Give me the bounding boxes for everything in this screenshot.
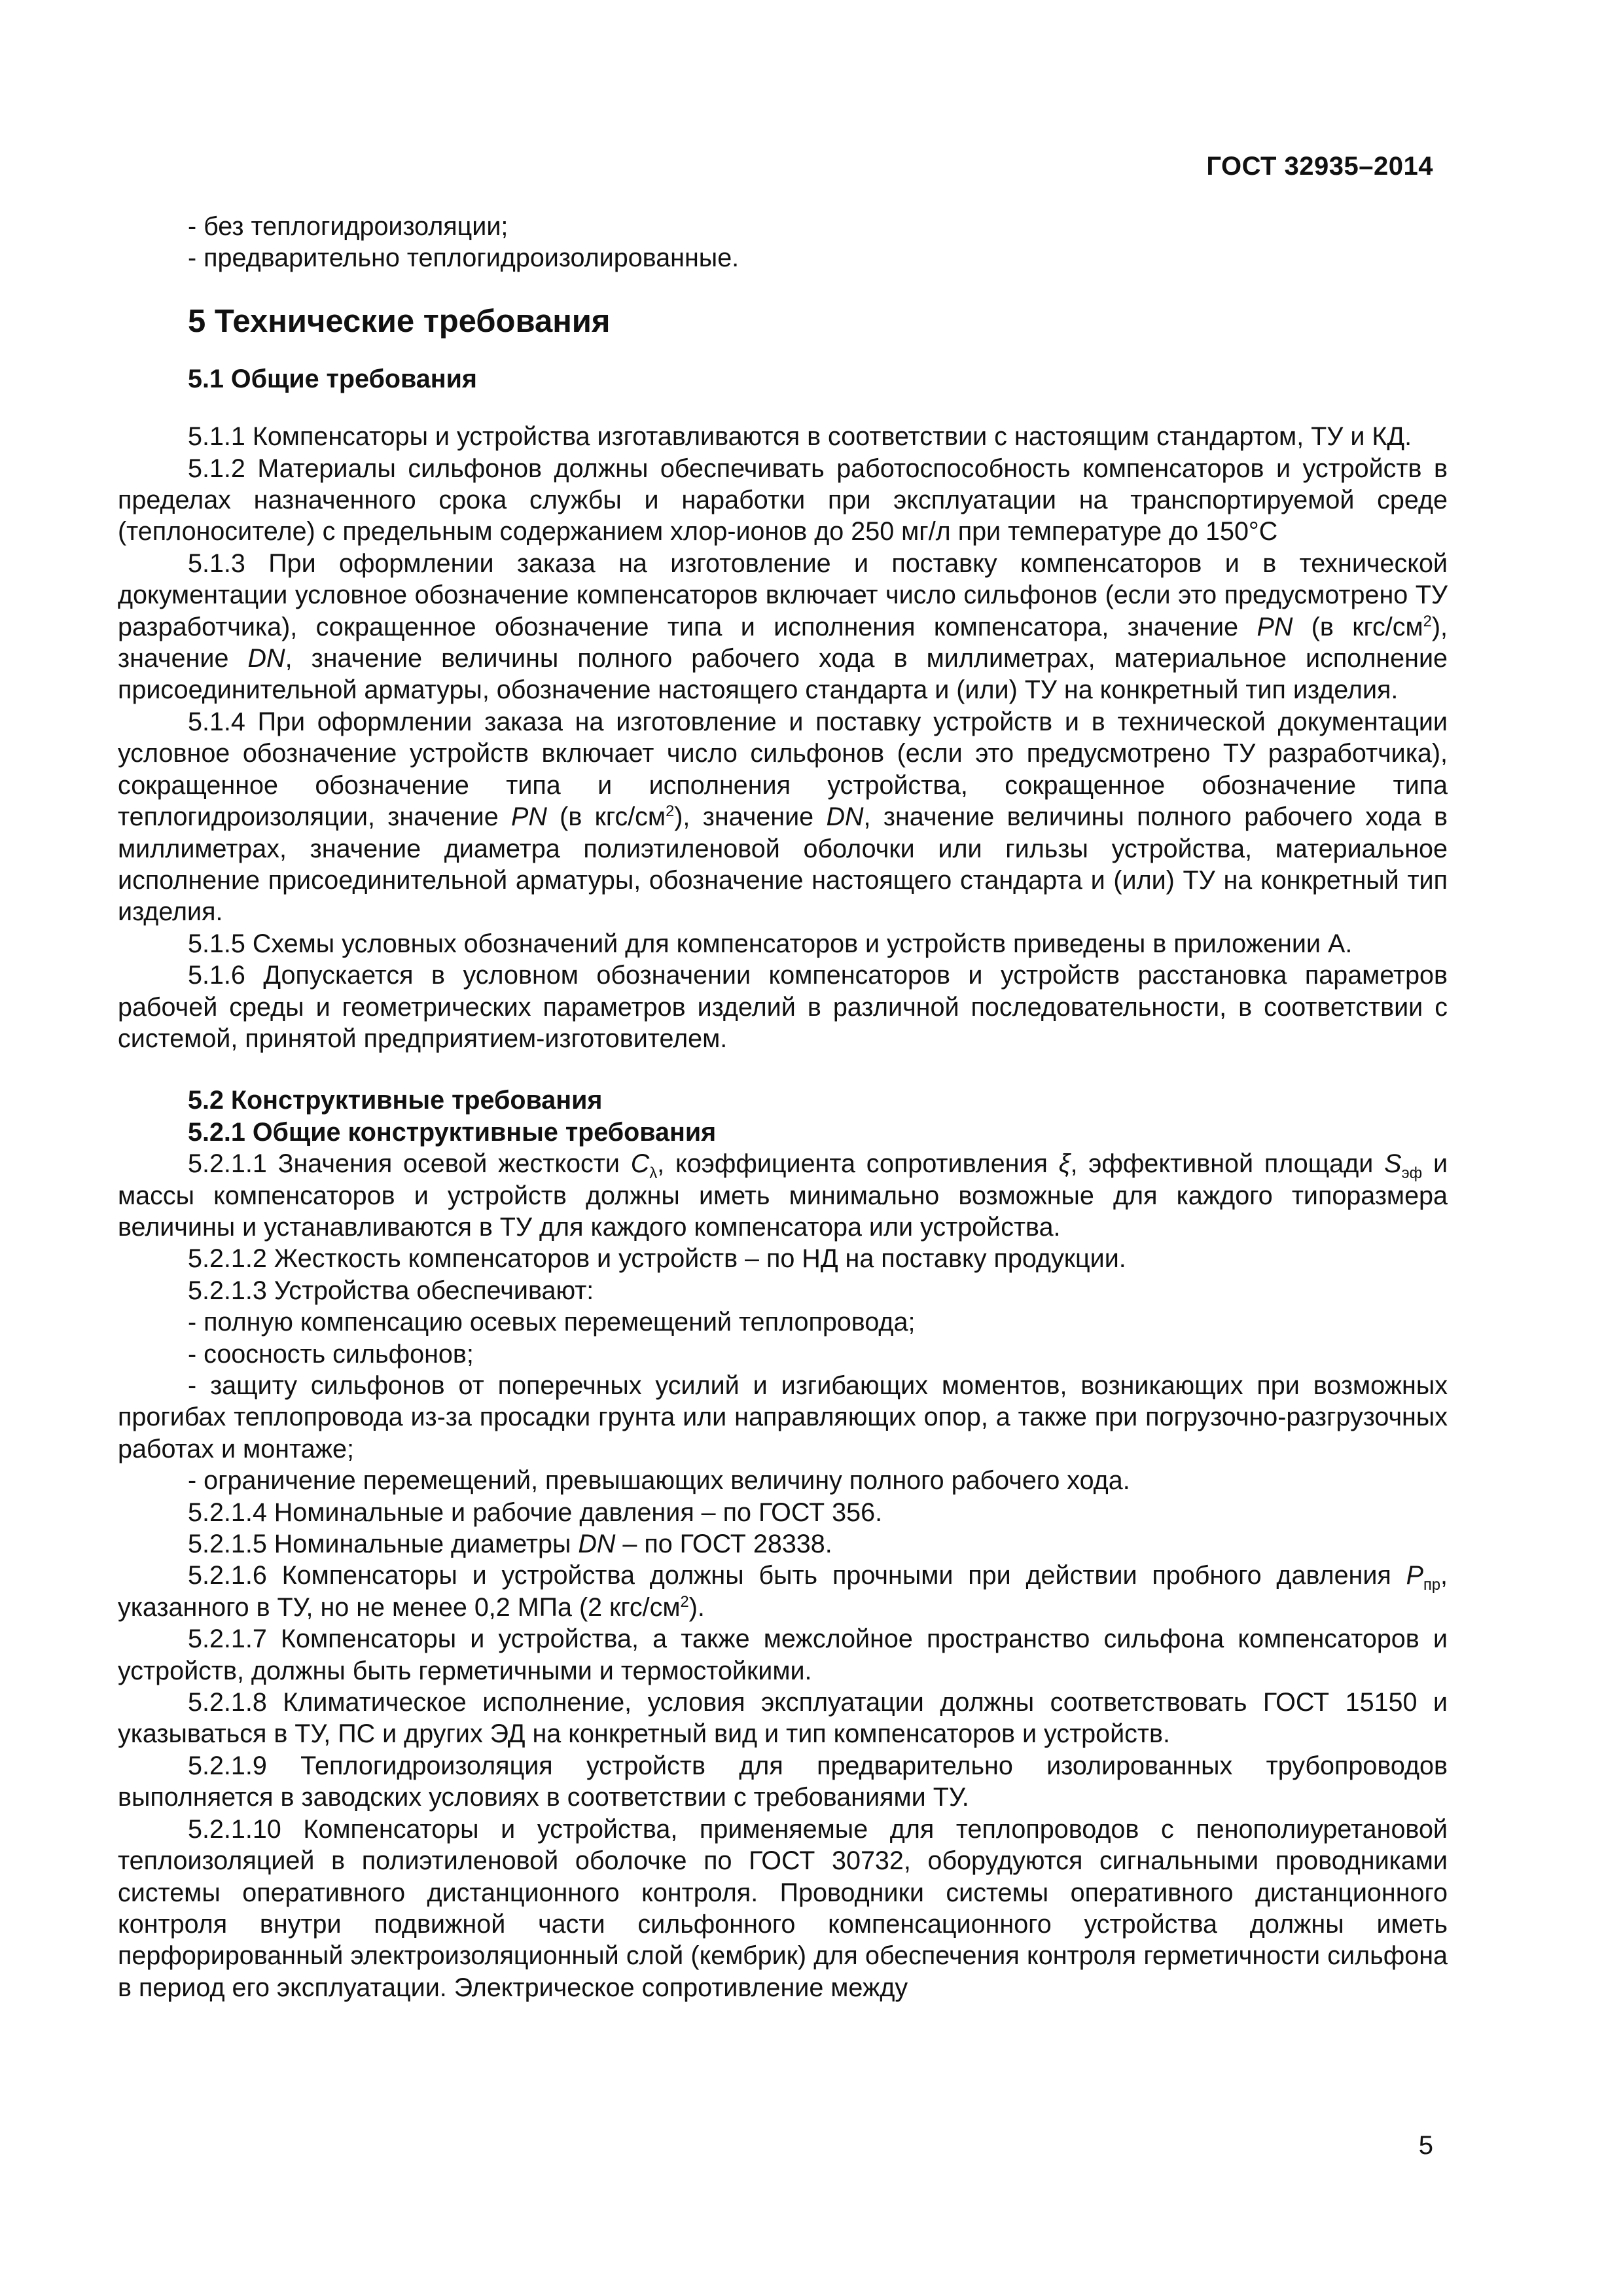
list-item: - соосность сильфонов; (188, 1339, 474, 1369)
spacer (118, 1054, 1448, 1085)
subsection-title: 5.1 Общие требования (188, 364, 477, 393)
paragraph-5-2-1-1: 5.2.1.1 Значения осевой жесткости $C_\lambda$, коэффициента сопротивления ξ, эффективной площади $S_{эф}$ и массы компенсаторов и устройств должны иметь минимально возможные для каждого типоразмера величины и устанавливаются в ТУ для каждого компенсатора или устройства. (118, 1149, 1448, 1242)
paragraph-5-2-1-4: 5.2.1.4 Номинальные и рабочие давления – по ГОСТ 356. (188, 1498, 883, 1527)
standard-code-header: ГОСТ 32935–2014 (1206, 152, 1433, 181)
intro-item: - без теплогидроизоляции; (188, 212, 508, 241)
paragraph-5-1-4: 5.1.4 При оформлении заказа на изготовление и поставку устройств и в технической документации условное обозначение устройств включает число сильфонов (если это предусмотрено ТУ разработчика), сокращенное обозначение типа и исполнения устройства, сокращенное обозначение типа теплогидроизоляции, значение PN (в кгс/$см^2$), значение DN, значение величины полного рабочего хода в миллиметрах, значение диаметра полиэтиленовой оболочки или гильзы устройства, материальное исполнение присоединительной арматуры, обозначение настоящего стандарта и (или) ТУ на конкретный тип изделия. (118, 707, 1448, 927)
paragraph-5-1-2: 5.1.2 Материалы сильфонов должны обеспечивать работоспособность компенсаторов и устройств в пределах назначенного срока службы и наработки при эксплуатации на транспортируемой среде (теплоносителе) с предельным содержанием хлор-ионов до 250 мг/л при температуре до 150°С (118, 454, 1448, 547)
subsection-title: 5.2.1 Общие конструктивные требования (188, 1117, 717, 1147)
list-item: - защиту сильфонов от поперечных усилий и изгибающих моментов, возникающих при возможных прогибах теплопровода из-за просадки грунта или направляющих опор, а также при погрузочно-разгрузочных работах и монтаже; (118, 1371, 1448, 1463)
page-content (118, 211, 1448, 2003)
paragraph-5-2-1-6: 5.2.1.6 Компенсаторы и устройства должны быть прочными при действии пробного давления $Р_{пр}$, указанного в ТУ, но не менее 0,2 МПа (2 кгс/$см^2$). (118, 1561, 1448, 1622)
paragraph-5-2-1-2: 5.2.1.2 Жесткость компенсаторов и устройств – по НД на поставку продукции. (188, 1244, 1126, 1274)
paragraph-5-2-1-7: 5.2.1.7 Компенсаторы и устройства, а также межслойное пространство сильфона компенсаторов и устройств, должны быть герметичными и термостойкими. (118, 1624, 1448, 1685)
paragraph-5-2-1-5: 5.2.1.5 Номинальные диаметры DN – по ГОСТ 28338. (188, 1530, 832, 1559)
page-number: 5 (1418, 2131, 1433, 2160)
paragraph-5-1-1: 5.1.1 Компенсаторы и устройства изготавливаются в соответствии с настоящим стандартом, ТУ и КД. (188, 422, 1412, 452)
intro-item: - предварительно теплогидроизолированные. (188, 243, 740, 273)
paragraph-5-2-1-3: 5.2.1.3 Устройства обеспечивают: (188, 1276, 594, 1305)
paragraph-5-2-1-10: 5.2.1.10 Компенсаторы и устройства, применяемые для теплопроводов с пенополиуретановой теплоизоляцией в полиэтиленовой оболочке по ГОСТ 30732, оборудуются сигнальными проводниками системы оперативного дистанционного контроля. Проводники системы оперативного дистанционного контроля внутри подвижной части сильфонного компенсационного устройства должны иметь перфорированный электроизоляционный слой (кембрик) для обеспечения контроля герметичности сильфона в период его эксплуатации. Электрическое сопротивление между (118, 1814, 1448, 2002)
section-title: 5 Технические требования (188, 303, 611, 339)
paragraph-5-1-6: 5.1.6 Допускается в условном обозначении компенсаторов и устройств расстановка параметров рабочей среды и геометрических параметров изделий в различной последовательности, в соответствии с системой, принятой предприятием-изготовителем. (118, 961, 1448, 1053)
paragraph-5-1-5: 5.1.5 Схемы условных обозначений для компенсаторов и устройств приведены в приложении А. (188, 929, 1353, 958)
list-item: - ограничение перемещений, превышающих величину полного рабочего хода. (188, 1466, 1130, 1496)
list-item: - полную компенсацию осевых перемещений теплопровода; (188, 1308, 916, 1337)
paragraph-5-2-1-9: 5.2.1.9 Теплогидроизоляция устройств для предварительно изолированных трубопроводов выполняется в заводских условиях в соответствии с требованиями ТУ. (118, 1751, 1448, 1812)
paragraph-5-1-3: 5.1.3 При оформлении заказа на изготовление и поставку компенсаторов и в технической документации условное обозначение компенсаторов включает число сильфонов (если это предусмотрено ТУ разработчика), сокращенное обозначение типа и исполнения компенсатора, значение PN (в кгс/$см^2$), значение DN, значение величины полного рабочего хода в миллиметрах, материальное исполнение присоединительной арматуры, обозначение настоящего стандарта и (или) ТУ на конкретный тип изделия. (118, 548, 1448, 705)
subsection-title: 5.2 Конструктивные требования (188, 1086, 603, 1115)
paragraph-5-2-1-8: 5.2.1.8 Климатическое исполнение, условия эксплуатации должны соответствовать ГОСТ 15150 и указываться в ТУ, ПС и других ЭД на конкретный вид и тип компенсаторов и устройств. (118, 1688, 1448, 1749)
